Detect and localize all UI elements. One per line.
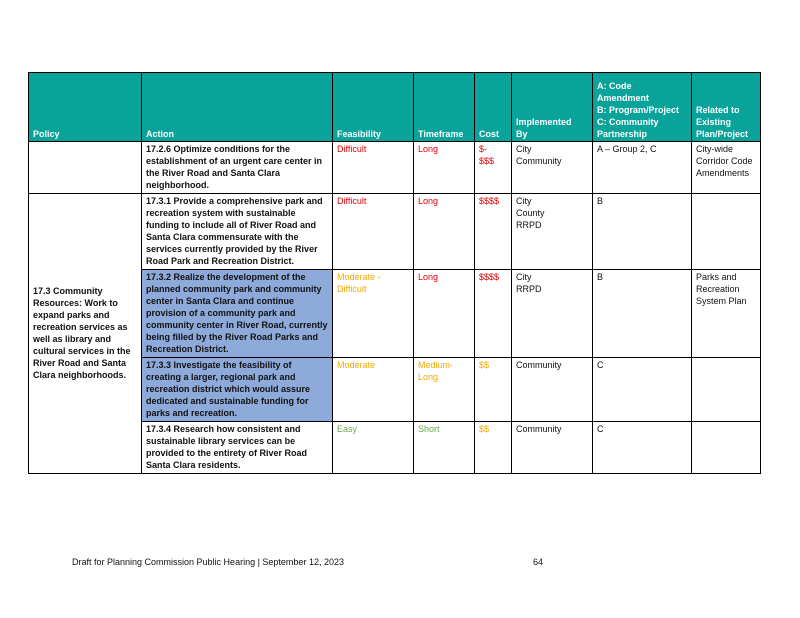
implemented-cell: City Community xyxy=(512,142,593,194)
policy-cell: 17.3 Community Resources: Work to expand parks and recreation services as well as library and cultural services in the River Road and Santa Clara neighborhoods. xyxy=(29,194,142,474)
feasibility-cell: Moderate xyxy=(333,358,414,422)
footer-text: Draft for Planning Commission Public Hearing | September 12, 2023 xyxy=(72,557,344,567)
timeframe-cell: Long xyxy=(414,270,475,358)
action-cell-highlighted: 17.3.2 Realize the development of the planned community park and community center in Santa Clara and continue provision of a community park and community center in River Road, currently being filled by the River Road Parks and Recreation District. xyxy=(142,270,333,358)
type-cell: C xyxy=(593,358,692,422)
table-row xyxy=(29,142,761,194)
header-implemented-by: Implemented By xyxy=(512,73,593,142)
header-row xyxy=(29,73,761,142)
feasibility-cell: Easy xyxy=(333,422,414,474)
page-number: 64 xyxy=(533,557,544,567)
implemented-cell: Community xyxy=(512,358,593,422)
header-timeframe: Timeframe xyxy=(414,73,475,142)
implemented-cell: Community xyxy=(512,422,593,474)
cost-cell: $$$$ xyxy=(475,270,512,358)
type-cell: C xyxy=(593,422,692,474)
header-cost: Cost xyxy=(475,73,512,142)
action-cell-highlighted: 17.3.3 Investigate the feasibility of creating a larger, regional park and recreation district which would assure dedicated and sustainable funding for parks and recreation. xyxy=(142,358,333,422)
action-cell: 17.2.6 Optimize conditions for the establishment of an urgent care center in the River Road and Santa Clara neighborhood. xyxy=(142,142,333,194)
cost-cell: $$$$ xyxy=(475,194,512,270)
cost-cell: $$ xyxy=(475,422,512,474)
related-cell xyxy=(692,358,761,422)
timeframe-cell: Short xyxy=(414,422,475,474)
timeframe-cell: Long xyxy=(414,142,475,194)
feasibility-cell: Moderate - Difficult xyxy=(333,270,414,358)
header-action: Action xyxy=(142,73,333,142)
action-cell: 17.3.4 Research how consistent and sustainable library services can be provided to the entirety of River Road Santa Clara residents. xyxy=(142,422,333,474)
feasibility-cell: Difficult xyxy=(333,194,414,270)
header-related: Related to Existing Plan/Project xyxy=(692,73,761,142)
implemented-cell: City RRPD xyxy=(512,270,593,358)
feasibility-cell: Difficult xyxy=(333,142,414,194)
policy-cell-empty xyxy=(29,142,142,194)
timeframe-cell: Medium- Long xyxy=(414,358,475,422)
related-cell xyxy=(692,194,761,270)
header-feasibility: Feasibility xyxy=(333,73,414,142)
type-cell: A – Group 2, C xyxy=(593,142,692,194)
header-policy: Policy xyxy=(29,73,142,142)
action-cell: 17.3.1 Provide a comprehensive park and recreation system with sustainable funding to include all of River Road and Santa Clara commensurate with the services currently provided by the River Road Park and Recreation District. xyxy=(142,194,333,270)
related-cell: Parks and Recreation System Plan xyxy=(692,270,761,358)
cost-cell: $$ xyxy=(475,358,512,422)
cost-cell: $- $$$ xyxy=(475,142,512,194)
table-row xyxy=(29,194,761,270)
implemented-cell: City County RRPD xyxy=(512,194,593,270)
header-type: A: Code Amendment B: Program/Project C: Community Partnership xyxy=(593,73,692,142)
type-cell: B xyxy=(593,194,692,270)
action-plan-table xyxy=(28,72,761,474)
timeframe-cell: Long xyxy=(414,194,475,270)
type-cell: B xyxy=(593,270,692,358)
related-cell xyxy=(692,422,761,474)
related-cell: City-wide Corridor Code Amendments xyxy=(692,142,761,194)
